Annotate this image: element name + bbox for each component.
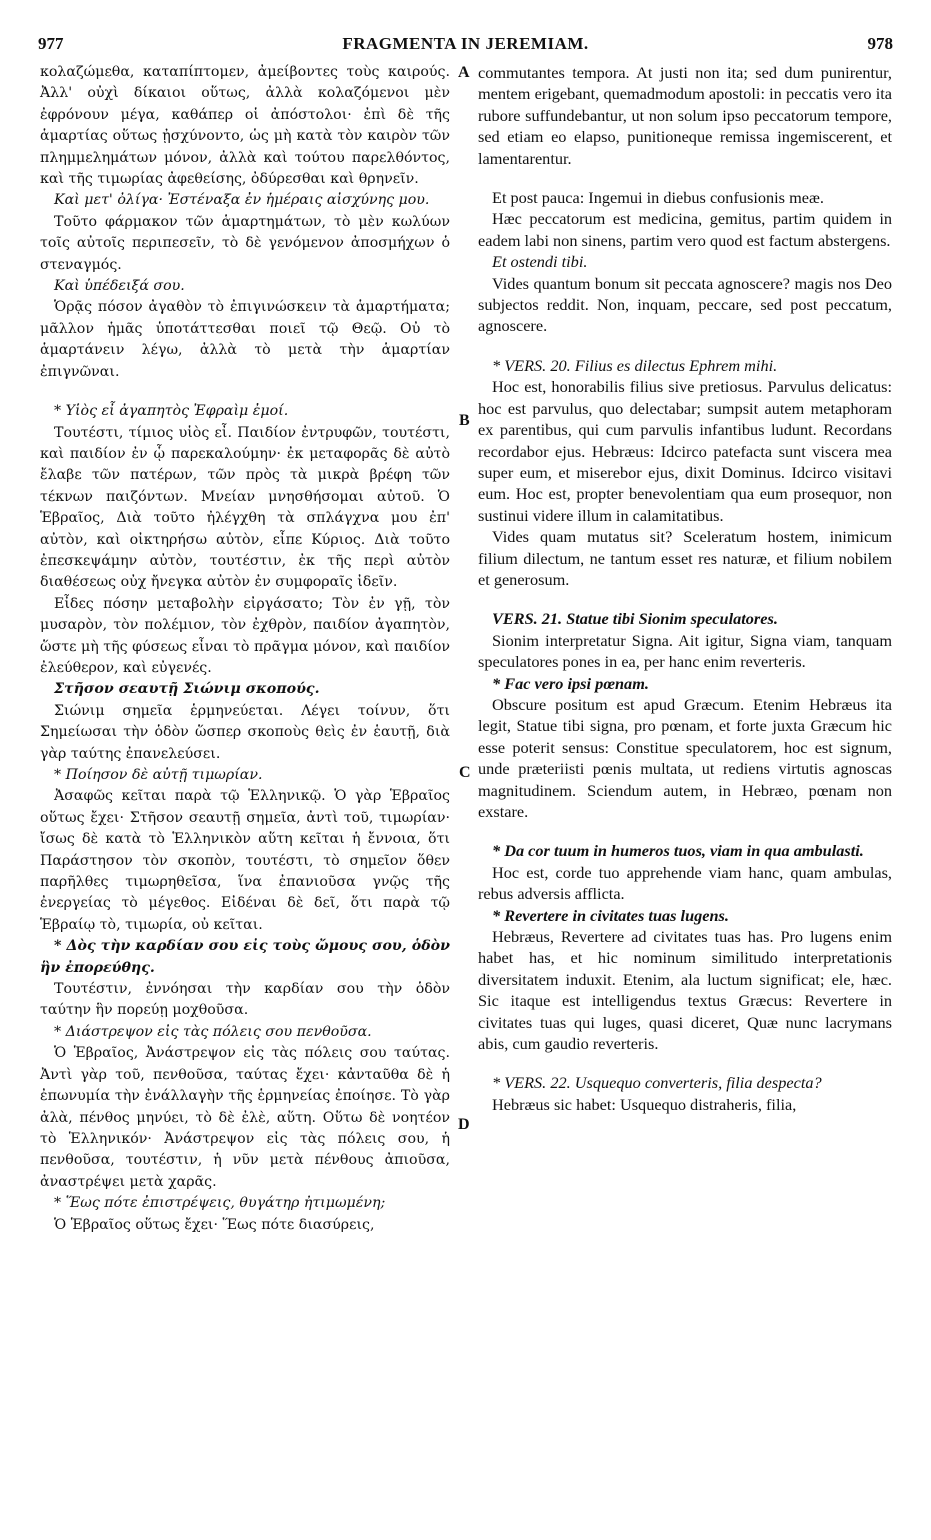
greek-lemma: Καὶ μετ' ὀλίγα· Ἐστέναξα ἐν ἡμέραις αἰσχύνης μου.	[54, 192, 430, 209]
greek-paragraph: Ὁ Ἑβραῖος οὕτως ἔχει· Ἕως πότε διασύρεις,	[54, 1216, 375, 1233]
greek-lemma: * Δὸς τὴν καρδίαν σου εἰς τοὺς ὤμους σου, ὁδὸν ἣν ἐπορεύθης.	[40, 938, 450, 976]
margin-marker-c: C	[459, 764, 471, 781]
greek-column	[40, 62, 450, 1236]
latin-lemma: * Fac vero ipsi pœnam.	[492, 673, 649, 693]
latin-paragraph: Vides quantum bonum sit peccata agnoscere? magis nos Deo subjectos reddit. Non, inquam, peccare, sed post peccatum, agnoscere.	[478, 273, 892, 336]
greek-lemma: * Διάστρεψον εἰς τὰς πόλεις σου πενθοῦσα.	[54, 1023, 372, 1040]
greek-lemma: * Ἕως πότε ἐπιστρέψεις, θυγάτηρ ἠτιμωμένη;	[54, 1195, 386, 1212]
greek-paragraph: Τουτέστιν, ἐννόησαι τὴν καρδίαν σου τὴν ὁδὸν ταύτην ἣν πορεύῃ μοχθοῦσα.	[40, 981, 450, 1019]
latin-lemma: * VERS. 22. Usquequo converteris, filia despecta?	[492, 1073, 822, 1093]
latin-paragraph: Hæc peccatorum est medicina, gemitus, partim quidem in eadem labi non sinens, partim vero quod est factum abstergens.	[478, 209, 892, 250]
latin-lemma: VERS. 21. Statue tibi Sionim speculatores.	[492, 609, 778, 629]
greek-paragraph: Σιώνιμ σημεῖα ἑρμηνεύεται. Λέγει τοίνυν, ὅτι Σημείωσαι τὴν ὁδὸν ὥσπερ σκοποὺς θεὶς ἐν ἑαυτῇ, διὰ γὰρ ταύτης ἐπανελεύσει.	[40, 702, 450, 762]
margin-marker-a: A	[458, 64, 470, 81]
greek-lemma: Στῆσον σεαυτῇ Σιώνιμ σκοπούς.	[54, 681, 320, 698]
page-number-left: 977	[38, 34, 64, 53]
greek-paragraph: Ὁρᾷς πόσον ἀγαθὸν τὸ ἐπιγινώσκειν τὰ ἁμαρτήματα; μᾶλλον ἡμᾶς ὑποτάττεσθαι ποιεῖ τῷ Θεῷ. Οὐ τὸ ἁμαρτάνειν λέγω, ἀλλὰ τὸ μετὰ τὴν ἁμαρτίαν ἐπιγνῶναι.	[40, 299, 450, 380]
latin-paragraph: Hebræus, Revertere ad civitates tuas has. Pro lugens enim habet has, et hic nominum similitudo interpretationis diversitatem induxit. Etenim, ala luctum significat; ele, hæc. Sic itaque est intelligendus textus Græcus: Revertere in civitates tuas qui luges, quasi diceret, Quæ nunc lacrymans abis, cum gaudio reverteris.	[478, 927, 892, 1054]
latin-paragraph: Vides quam mutatus sit? Sceleratum hostem, inimicum filium dilectum, ne tantum esset res naturæ, et filium nobilem et generosum.	[478, 527, 892, 589]
latin-lemma: Et post pauca: Ingemui in diebus confusionis meæ.	[492, 188, 824, 208]
margin-marker-b: B	[459, 412, 470, 429]
greek-paragraph: Ἀσαφῶς κεῖται παρὰ τῷ Ἑλληνικῷ. Ὁ γὰρ Ἑβραῖος οὕτως ἔχει· Στῆσον σεαυτῇ σημεῖα, ἀντὶ τοῦ, τιμωρίαν· ἴσως δὲ κατὰ τὸ Ἑλληνικὸν αὕτη κεῖται ἡ ἔννοια, ὅτι Παράστησον τὸν σκοπὸν, τουτέστι, τὸ σημεῖον ὅθεν παρῆλθες τιμωρηθεῖσα, ἵνα ἐπανιοῦσα γνῷς τῆς ἐνεργείας τὸ μέγεθος. Εἰδέναι δὲ δεῖ, ὅτι παρὰ τῷ Ἑβραίῳ τὸ, τιμωρία, οὐ κεῖται.	[40, 788, 450, 933]
latin-paragraph: commutantes tempora. At justi non ita; sed dum punirentur, mentem erigebant, quemadmodum apostoli: in peccatis vero ita rubore suffundebantur, ut non solum ipso peccatorum tempore, sed etiam eo elapso, punitioneque remissa ingemiscerent, et lamentarentur.	[478, 63, 892, 168]
greek-paragraph: κολαζώμεθα, καταπίπτομεν, ἀμείβοντες τοὺς καιρούς. Ἀλλ' οὐχὶ δίκαιοι οὕτως, ἀλλὰ κολαζόμενοι μὲν ἐφρόνουν μέγα, καθάπερ οἱ ἀπόστολοι· ἐπὶ δὲ τῆς ἁμαρτίας οὕτως ᾐσχύνοντο, ὡς μὴ κατὰ τὸν καιρὸν τῶν πλημμελημάτων μόνον, ἀλλὰ καὶ τούτου παρελθόντος, καὶ τῆς τιμωρίας ἀφεθείσης, ὀδύρεσθαι καὶ θρηνεῖν.	[40, 64, 450, 188]
page-number-right: 978	[867, 34, 893, 53]
latin-paragraph: Sionim interpretatur Signa. Ait igitur, Signa viam, tanquam speculatores pones in ea, per hanc enim reverteris.	[478, 630, 892, 672]
greek-lemma: Καὶ ὑπέδειξά σου.	[54, 278, 185, 295]
greek-lemma: * Υἱὸς εἶ ἀγαπητὸς Ἐφραὶμ ἐμοί.	[54, 403, 289, 420]
greek-paragraph: Τοῦτο φάρμακον τῶν ἁμαρτημάτων, τὸ μὲν κωλύων τοῖς αὐτοῖς περιπεσεῖν, τὸ δὲ γενόμενον ἀποσμήχων ὁ στεναγμός.	[40, 213, 450, 273]
page-header	[38, 34, 893, 58]
greek-paragraph: Εἶδες πόσην μεταβολὴν εἰργάσατο; Τὸν ἐν γῇ, τὸν μυσαρὸν, τὸν πολέμιον, τὸν ἐχθρὸν, παιδίον ἀγαπητὸν, ὥστε μὴ τῆς φύσεως εἶναι τὸ πρᾶγμα μόνον, καὶ παιδίον ἐλεύθερον, καὶ εὐγενές.	[40, 595, 450, 676]
margin-marker-d: D	[458, 1116, 470, 1133]
latin-lemma: * VERS. 20. Filius es dilectus Ephrem mihi.	[492, 355, 778, 375]
greek-lemma: * Ποίησον δὲ αὐτῇ τιμωρίαν.	[54, 767, 263, 783]
latin-paragraph: Obscure positum est apud Græcum. Etenim Hebræus ita legit, Statue tibi signa, pro pœnam, et forte juxta Græcum hic esse poterit sensus: Constitue speculatorem, hoc est signum, unde præteriisti pœnis multata, ut rediens virtutis agnoscas magnitudinem. Sciendum autem, in Hebræo, pœnam non exstare.	[478, 694, 892, 821]
running-title: FRAGMENTA IN JEREMIAM.	[342, 34, 589, 53]
latin-column	[478, 62, 892, 1115]
latin-paragraph: Hoc est, honorabilis filius sive pretiosus. Parvulus delicatus: hoc est parvulus, quo delectabar; sumpsit autem metaphoram ex parentibus, qui cum parvulis infantibus ludunt. Recordans recordabor ejus. Hebræus: Idcirco patefacta sunt viscera mea super eum, et miserebor ejus, dixit Dominus. Idcirco visitavi eum. Hoc est, propter benevolentiam qua eum prosequor, non sustinui videre illum in calamitatibus.	[478, 377, 892, 525]
latin-paragraph: Hoc est, corde tuo apprehende viam hanc, quam ambulas, rebus adversis afflicta.	[478, 862, 892, 904]
latin-paragraph: Hebræus sic habet: Usquequo distraheris, filia,	[492, 1094, 797, 1114]
latin-lemma: Et ostendi tibi.	[492, 252, 588, 272]
latin-lemma: * Revertere in civitates tuas lugens.	[492, 905, 729, 925]
latin-lemma: * Da cor tuum in humeros tuos, viam in qua ambulasti.	[492, 841, 864, 861]
greek-paragraph: Τουτέστι, τίμιος υἱὸς εἶ. Παιδίον ἐντρυφῶν, τουτέστι, καὶ παιδίον ἐν ᾧ παρεκαλούμην· ἐκ μεταφορᾶς δὲ αὐτὸ ἔλαβε τῶν πατέρων, τῶν πρὸς τὰ μικρὰ βρέφη τῶν τέκνων παιζόντων. Μνείαν μνησθήσομαι αὐτοῦ. Ὁ Ἑβραῖος, Διὰ τοῦτο ἠλέγχθη τὰ σπλάγχνα μου ἐπ' αὐτὸν, καὶ οἰκτηρήσω αὐτὸν, εἶπε Κύριος. Διὰ τοῦτο ἐπεσκεψάμην αὐτὸν, τουτέστιν, ἐκ τῆς περὶ αὐτὸν διαθέσεως οὐχ ἤνεγκα αὐτὸν ἐν συμφοραῖς ἰδεῖν.	[40, 424, 450, 591]
greek-paragraph: Ὁ Ἑβραῖος, Ἀνάστρεψον εἰς τὰς πόλεις σου ταύτας. Ἀντὶ γὰρ τοῦ, πενθοῦσα, ταύτας ἔχει· κἀνταῦθα δὲ ἡ ἐπωνυμία τὴν ἐνάλλαγὴν τῆς ἑρμηνείας ἐποίησε. Τὸ γὰρ ἀλὰ, πένθος μηνύει, τὸ δὲ ἐλὲ, αὕτη. Οὕτω δὲ νοητέον τὸ Ἑλληνικόν· Ἀνάστρεψον εἰς τὰς πόλεις σου, ἡ πενθοῦσα, τουτέστιν, ἡ νῦν μετὰ πένθους ἀπιοῦσα, ἀναστρέψει μετὰ χαρᾶς.	[40, 1045, 450, 1190]
